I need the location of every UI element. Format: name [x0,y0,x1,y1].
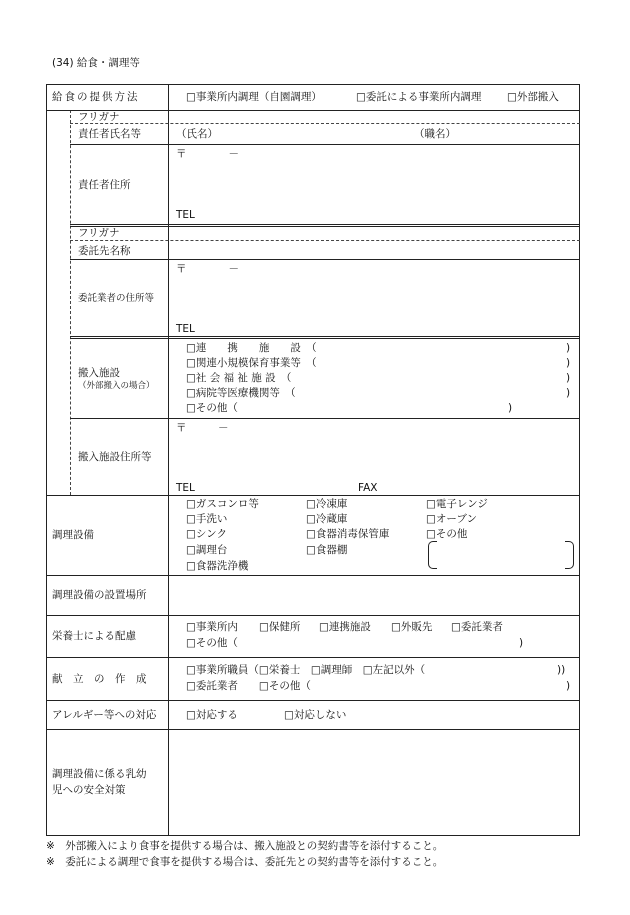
nutritionist-opt-partner[interactable]: □連携施設 [319,621,371,633]
table-top-border [46,84,580,85]
responsible-postal-field[interactable]: 〒 － [176,148,239,160]
delivery-option-other[interactable]: □その他（ [186,402,238,414]
equip-refrigerator[interactable]: □冷蔵庫 [306,513,348,525]
row-line-dashed [70,123,580,124]
provision-method-label: 給食の提供方法 [52,91,140,103]
table-bottom-border [46,835,580,836]
equip-gas-stove[interactable]: □ガスコンロ等 [186,498,259,510]
nutritionist-opt-outside-sale[interactable]: □外販先 [391,621,433,633]
row-line [46,495,580,496]
equip-cupboard[interactable]: □食器棚 [306,544,348,556]
equip-microwave[interactable]: □電子レンジ [426,498,488,510]
delivery-fax-field[interactable]: FAX [358,482,378,494]
row-line [46,700,580,701]
nutritionist-opt-health-center[interactable]: □保健所 [259,621,301,633]
table-left-border [46,84,47,835]
row-line [70,144,580,145]
row-line [46,615,580,616]
provision-option-contract[interactable]: □委託による事業所内調理 [356,91,482,103]
delivery-option-small-daycare[interactable]: □関連小規模保育事業等 （ [186,357,317,369]
row-line [70,418,580,419]
row-line [46,729,580,730]
responsible-name-label: 責任者氏名等 [78,128,141,140]
equip-other-bracket-left [428,541,437,569]
table-right-border [579,84,580,835]
responsible-name-field[interactable]: （氏名） [176,128,218,140]
nutritionist-label: 栄養士による配慮 [52,630,136,642]
row-line [46,657,580,658]
contractor-postal-field[interactable]: 〒 － [176,263,239,275]
delivery-address-label: 搬入施設住所等 [78,451,152,463]
equip-hand-wash[interactable]: □手洗い [186,513,228,525]
delivery-option-small-daycare-close: ) [566,357,571,369]
safety-label-line1: 調理設備に係る乳幼 [52,768,147,780]
delivery-facility-sublabel: （外部搬入の場合） [78,381,155,391]
delivery-postal-field[interactable]: 〒 － [176,422,229,434]
menu-opt-staff[interactable]: □事業所職員（□栄養士 □調理師 □左記以外（ [186,664,426,676]
column-divider [168,84,169,835]
equip-dishwasher[interactable]: □食器洗浄機 [186,560,249,572]
menu-opt-contractor[interactable]: □委託業者 □その他（ [186,680,311,692]
delivery-facility-label: 搬入施設 [78,367,120,379]
subsection-dashed-divider [70,110,71,495]
footnote-delivery-contract: ※ 外部搬入により食事を提供する場合は、搬入施設との契約書等を添付すること。 [46,840,444,852]
equip-dish-sterilizer[interactable]: □食器消毒保管庫 [306,528,390,540]
responsible-tel-field[interactable]: TEL [176,209,195,221]
equip-cooking-table[interactable]: □調理台 [186,544,228,556]
delivery-tel-field[interactable]: TEL [176,482,195,494]
provision-option-delivery[interactable]: □外部搬入 [507,91,559,103]
equip-sink[interactable]: □シンク [186,528,227,540]
responsible-address-label: 責任者住所 [78,179,131,191]
delivery-option-welfare[interactable]: □社 会 福 祉 施 設 （ [186,372,292,384]
row-line-dashed [70,240,580,241]
equip-other-bracket-right [565,541,574,569]
delivery-option-partner[interactable]: □連 携 施 設 （ [186,342,317,354]
row-line [46,575,580,576]
contractor-name-label: 委託先名称 [78,245,131,257]
delivery-option-medical-close: ) [566,387,571,399]
row-line [70,259,580,260]
equipment-label: 調理設備 [52,529,94,541]
row-line [46,110,580,111]
equip-oven[interactable]: □オーブン [426,513,477,525]
row-line-double [70,336,580,339]
contractor-furigana-label: フリガナ [78,227,120,239]
menu-opt-staff-close: )) [557,664,566,676]
nutritionist-opt-contractor[interactable]: □委託業者 [451,621,503,633]
nutritionist-opt-other[interactable]: □その他（ [186,637,238,649]
equip-other[interactable]: □その他 [426,528,468,540]
provision-option-inhouse[interactable]: □事業所内調理（自園調理） [186,91,322,103]
footnote-contractor-contract: ※ 委託による調理で食事を提供する場合は、委託先との契約書等を添付すること。 [46,856,444,868]
allergy-label: アレルギー等への対応 [52,709,157,721]
responsible-furigana-label: フリガナ [78,111,120,123]
contractor-address-label: 委託業者の住所等 [78,293,155,304]
contractor-tel-field[interactable]: TEL [176,323,195,335]
equip-freezer[interactable]: □冷凍庫 [306,498,348,510]
allergy-opt-yes[interactable]: □対応する [186,709,238,721]
responsible-title-field[interactable]: （職名） [414,128,456,140]
row-line-double [70,224,580,227]
section-title: (34) 給食・調理等 [52,57,140,69]
nutritionist-opt-other-close: ) [519,637,524,649]
menu-opt-contractor-close: ) [566,680,571,692]
delivery-option-medical[interactable]: □病院等医療機関等 （ [186,387,296,399]
allergy-opt-no[interactable]: □対応しない [284,709,347,721]
delivery-option-welfare-close: ) [566,372,571,384]
delivery-option-partner-close: ) [566,342,571,354]
safety-label-line2: 児への安全対策 [52,784,126,796]
delivery-option-other-close: ) [508,402,513,414]
equipment-location-label: 調理設備の設置場所 [52,589,147,601]
menu-creation-label: 献 立 の 作 成 [52,673,147,685]
nutritionist-opt-office[interactable]: □事業所内 [186,621,238,633]
